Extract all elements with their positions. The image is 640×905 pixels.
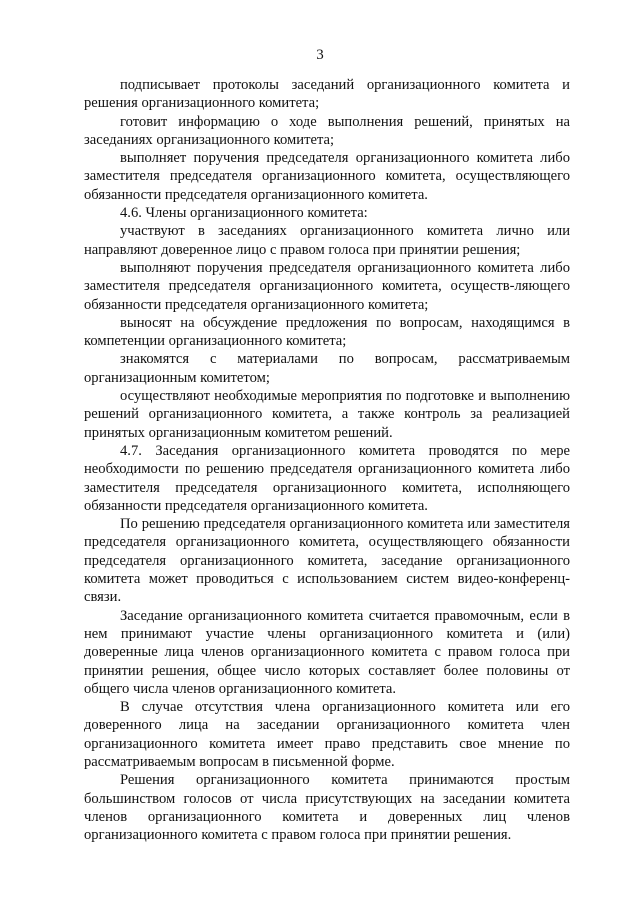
paragraph-section-4-7: 4.7. Заседания организационного комитета проводятся по мере необходимости по решению председателя организационного комитета либо заместителя председателя организационного комитета, исполняющего обязанности председателя организационного комитета.	[84, 442, 570, 514]
paragraph-members-execute-orders: выполняют поручения председателя организационного комитета либо заместителя председателя организационного комитета, осуществ-ляющего обязанности председателя организационного комитета;	[84, 259, 570, 313]
paragraph-members-participate: участвуют в заседаниях организационного комитета лично или направляют доверенное лицо с правом голоса при принятии решения;	[84, 223, 570, 258]
paragraph-section-4-6: 4.6. Члены организационного комитета:	[120, 205, 368, 222]
document-body	[84, 76, 570, 844]
paragraph-members-review-materials: знакомятся с материалами по вопросам, рассматриваемым организационным комитетом;	[84, 351, 570, 386]
paragraph-video-conference: По решению председателя организационного комитета или заместителя председателя организационного комитета, осуществляющего обязанности председателя организационного комитета, заседание организационного комитета может проводиться с использованием систем видео-конференц-связи.	[84, 516, 570, 606]
paragraph-written-opinion: В случае отсутствия члена организационного комитета или его доверенного лица на заседании организационного комитета член организационного комитета имеет право представить свое мнение по рассматриваемым вопросам в письменной форме.	[84, 699, 570, 770]
page-number: 3	[316, 47, 324, 63]
paragraph-prepares-information: готовит информацию о ходе выполнения решений, принятых на заседаниях организационного комитета;	[84, 113, 570, 148]
paragraph-decisions-majority: Решения организационного комитета принимаются простым большинством голосов от числа присутствующих на заседании комитета членов организационного комитета и доверенных лиц членов организационного комитета с правом голоса при принятии решения.	[84, 772, 570, 844]
paragraph-executes-orders: выполняет поручения председателя организационного комитета либо заместителя председателя организационного комитета, осуществляющего обязанности председателя организационного комитета.	[84, 150, 570, 203]
paragraph-signs-protocols: подписывает протоколы заседаний организационного комитета и решения организационного комитета;	[84, 77, 570, 112]
paragraph-members-implement: осуществляют необходимые мероприятия по подготовке и выполнению решений организационного комитета, а также контроль за реализацией принятых организационным комитетом решений.	[84, 388, 570, 441]
paragraph-members-propose: выносят на обсуждение предложения по вопросам, находящимся в компетенции организационного комитета;	[84, 314, 570, 350]
paragraph-quorum: Заседание организационного комитета считается правомочным, если в нем принимают участие члены организационного комитета и (или) доверенные лица членов организационного комитета с правом голоса при принятии решения, общее число которых составляет более половины от общего числа членов организационного комитета.	[84, 607, 570, 697]
